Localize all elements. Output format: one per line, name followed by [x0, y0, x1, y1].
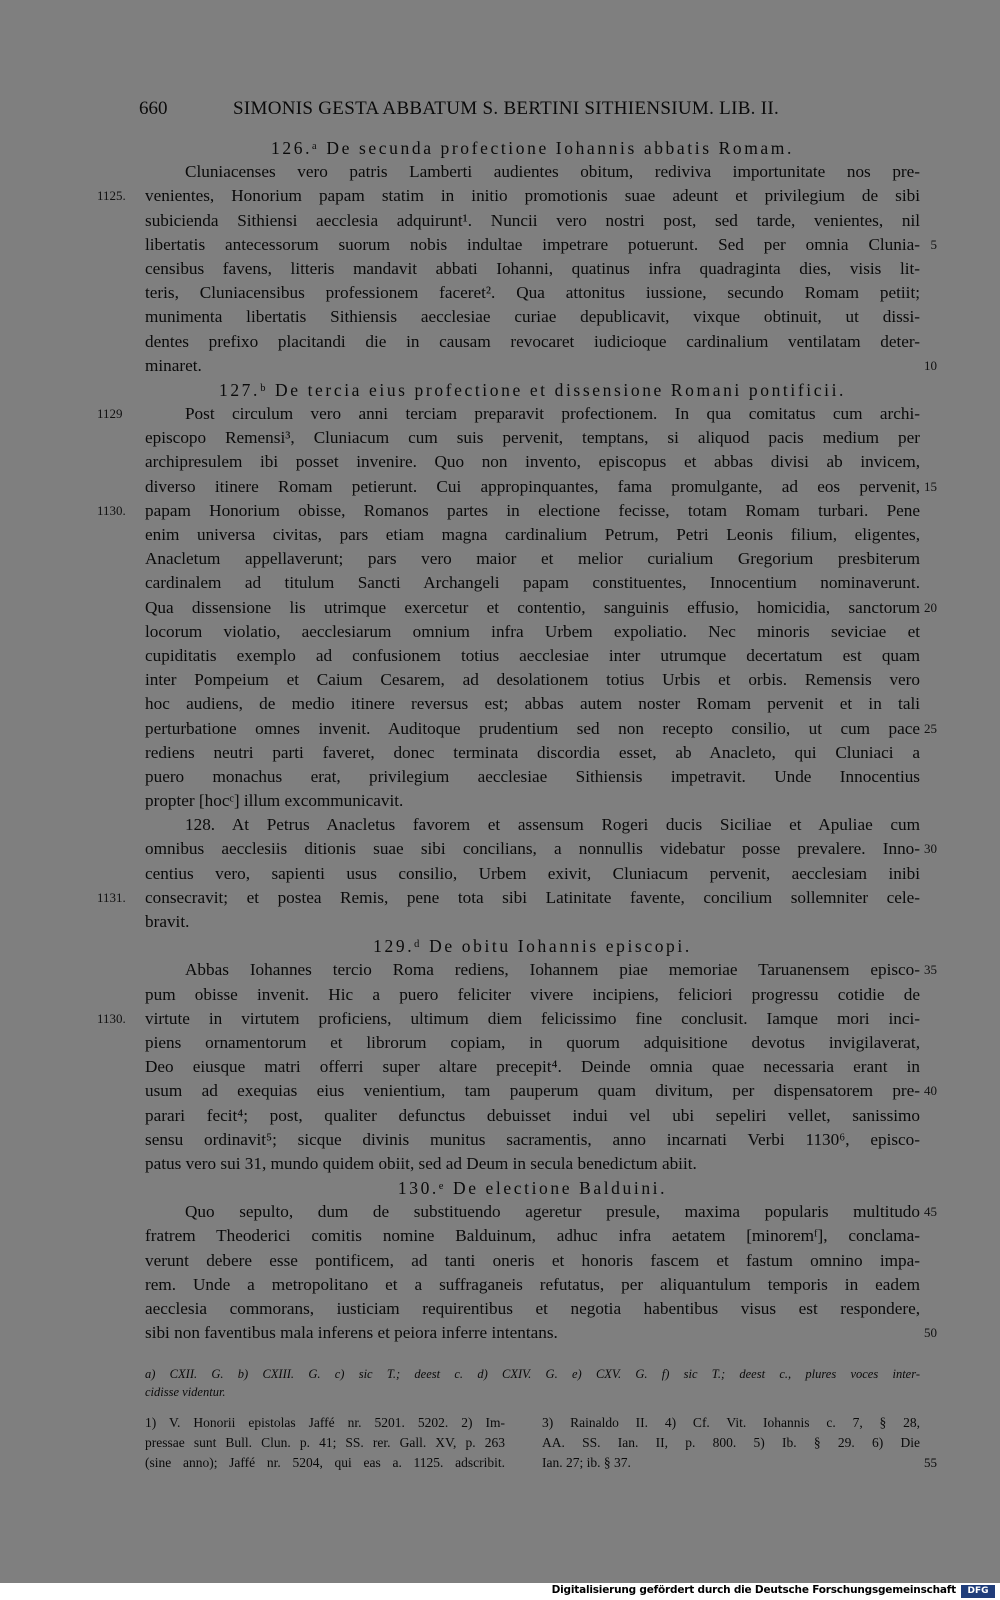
footnotes [145, 1413, 937, 1473]
text-line-content: teris, Cluniacensibus professionem faceret². Qua attonitus iussione, secundo Romam petiit; [145, 283, 920, 303]
margin-year: 1130. [97, 1010, 126, 1026]
text-line [145, 692, 920, 716]
text-line [145, 1031, 920, 1055]
margin-year: 1130. [97, 502, 126, 518]
text-line-content: Cluniacenses vero patris Lamberti audientes obitum, rediviva importunitate nos pre- [185, 162, 920, 182]
text-line [145, 644, 920, 668]
text-line [97, 184, 920, 208]
line-number: 20 [924, 599, 937, 615]
line-number: 10 [924, 357, 937, 373]
line-number: 50 [924, 1325, 937, 1341]
text-line-content: locorum violatio, aecclesiarum omnium infra Urbem expoliatio. Nec minoris seviciae et [145, 621, 920, 641]
text-line [145, 571, 920, 595]
footer-credit: Digitalisierung gefördert durch die Deutsche Forschungsgemeinschaft [551, 1584, 956, 1596]
text-line [145, 813, 920, 837]
text-line-content: Anacletum appellaverunt; pars vero maior et melior curialium Gregorium presbiterum [145, 549, 920, 569]
text-line-content: enim universa civitas, pars etiam magna cardinalium Petrum, Petri Leonis filium, eligentes, [145, 525, 920, 544]
text-line [145, 837, 937, 861]
text-line [145, 596, 937, 620]
section-heading [145, 934, 920, 958]
text-line-content: pum obisse invenit. Hic a puero feliciter vivere incipiens, feliciori progressu cotidie de [145, 984, 920, 1004]
line-number: 45 [924, 1204, 937, 1220]
text-line-content: venientes, Honorium papam statim in initio promotionis suae adeunt et privilegium de sibi [145, 186, 920, 206]
text-line [145, 1321, 937, 1345]
text-line [145, 450, 920, 474]
text-line [97, 499, 920, 523]
text-line [145, 547, 920, 571]
text-line [145, 862, 920, 886]
text-line-content: propter [hocᶜ] illum excommunicavit. [145, 791, 404, 811]
text-line-content: archipresulem ibi posset invenire. Quo non invento, episcopus et abbas divisi ab invicem, [145, 452, 920, 472]
line-number: 15 [924, 478, 937, 494]
text-line [145, 1152, 920, 1176]
text-line [145, 281, 920, 305]
text-line [145, 910, 920, 934]
text-line [145, 305, 920, 329]
text-line-content: inter Pompeium et Caium Cesarem, ad desolationem totius Urbis et orbis. Remensis vero [145, 670, 920, 690]
text-line [145, 1273, 920, 1297]
footnote-line: pressae sunt Bull. Clun. p. 41; SS. rer. Gall. XV, p. 263 [145, 1435, 505, 1450]
line-number: 40 [924, 1083, 937, 1099]
text-line-content: virtute in virtutem proficiens, ultimum diem felicissimo fine conclusit. Iamque mori inci- [145, 1008, 920, 1028]
section-heading-text: 127.ᵇ De tercia eius profectione et dissensione Romani pontificii. [218, 379, 847, 400]
text-line [145, 958, 937, 982]
footnote-line: Ian. 27; ib. § 37. [542, 1455, 631, 1470]
text-line-content: censibus favens, litteris mandavit abbati Iohanni, quatinus infra quadraginta dies, visis lit- [145, 258, 920, 278]
text-line [145, 1128, 920, 1152]
text-line [145, 717, 937, 741]
text-line-content: sibi non faventibus mala inferens et peiora inferre intentans. [145, 1323, 558, 1343]
text-line-content: usum ad exequias eius venientium, tam pauperum quam divitum, per dispensatorem pre- [145, 1081, 920, 1101]
text-line-content: omnibus aecclesiis ditionis suae sibi concilians, a nonnullis videbatur posse prevalere. Inno- [145, 839, 920, 859]
text-line [97, 402, 920, 426]
text-line [145, 620, 920, 644]
text-line-content: rem. Unde a metropolitano et a suffraganeis refutatus, per aliquantulum temporis in eadem [145, 1274, 920, 1294]
text-line [145, 475, 937, 499]
text-line-content: Deo eiusque matri offerri super altare precepit⁴. Deinde omnia quae necessaria erant in [145, 1057, 920, 1077]
text-line-content: centius vero, sapienti usus consilio, Urbem exivit, Cluniacum pervenit, aecclesiam inibi [145, 863, 920, 883]
page-header [0, 98, 1000, 124]
text-line [145, 1104, 920, 1128]
dfg-logo-icon: DFG [961, 1585, 995, 1598]
text-line-content: patus vero sui 31, mundo quidem obiit, sed ad Deum in secula benedictum abiit. [145, 1153, 697, 1173]
margin-year: 1125. [97, 188, 126, 204]
text-line [145, 789, 920, 813]
text-line [145, 1079, 937, 1103]
text-line [145, 1224, 920, 1248]
text-line-content: diverso itinere Romam petierunt. Cui appropinquantes, fama promulgante, ad eos pervenit, [145, 476, 920, 496]
digitization-footer [0, 1583, 1000, 1600]
critical-note-line: cidisse videntur. [145, 1385, 226, 1399]
text-line-content: minaret. [145, 355, 202, 375]
text-line [145, 983, 920, 1007]
text-line [145, 257, 920, 281]
line-number: 30 [924, 841, 937, 857]
footnote-line: AA. SS. Ian. II, p. 800. 5) Ib. § 29. 6) Die [542, 1435, 920, 1450]
text-line [145, 1297, 920, 1321]
section-heading [145, 136, 920, 160]
text-line [145, 668, 920, 692]
text-line [145, 330, 920, 354]
text-line-content: perturbatione omnes invenit. Auditoque prudentium sed non recepto consilio, ut cum pace [145, 718, 920, 738]
text-line-content: Abbas Iohannes tercio Roma rediens, Iohannem piae memoriae Taruanensem episco- [185, 960, 920, 980]
critical-apparatus [145, 1365, 920, 1401]
text-line-content: consecravit; et postea Remis, pene tota sibi Latinitate favente, concilium sollemniter cele- [145, 887, 920, 907]
footnote-line: 1) V. Honorii epistolas Jaffé nr. 5201. 5202. 2) Im- [145, 1415, 505, 1430]
text-line-content: cardinalem ad titulum Sancti Archangeli papam constituentes, Innocentium nominaverunt. [145, 573, 920, 593]
text-line-content: parari fecit⁴; post, qualiter defunctus debuisset indui vel ubi sepeliri vellet, sanissimo [145, 1105, 920, 1125]
line-number: 55 [924, 1455, 937, 1470]
text-line-content: cupiditatis exemplo ad confusionem totius aecclesiae inter utrumque decertatum est quam [145, 645, 920, 665]
text-line-content: libertatis antecessorum suorum nobis indultae impetrare potuerunt. Sed per omnia Clunia- [145, 234, 920, 254]
text-line-content: puero monachus erat, privilegium aecclesiae Sithiensis impetravit. Unde Innocentius [145, 766, 920, 786]
section-heading [145, 378, 920, 402]
text-line [145, 1055, 920, 1079]
text-line [145, 160, 920, 184]
text-line [97, 886, 920, 910]
text-line-content: sensu ordinavit⁵; sicque divinis munitus sacramentis, anno incarnati Verbi 1130⁶, episco- [145, 1129, 920, 1149]
page-number: 660 [139, 98, 168, 119]
text-line-content: hoc audiens, de medio itinere reversus est; abbas autem noster Romam pervenit et in tali [145, 694, 920, 714]
text-line [145, 233, 937, 257]
text-line-content: papam Honorium obisse, Romanos partes in electione fecisse, totam Romam turbari. Pene [145, 500, 920, 520]
text-line [145, 523, 920, 547]
text-line-content: dentes prefixo placitandi die in causam revocaret iudicioque cardinalium ventilatam deter- [145, 331, 920, 351]
text-line-content: aecclesia commorans, iusticiam requirentibus et negotia habentibus visus est respondere, [145, 1299, 920, 1318]
main-text-block [97, 136, 937, 1345]
text-line [145, 209, 920, 233]
footnote-line: 3) Rainaldo II. 4) Cf. Vit. Iohannis c. 7, § 28, [542, 1415, 920, 1430]
text-line-content: 128. At Petrus Anacletus favorem et assensum Rogeri ducis Siciliae et Apuliae cum [185, 815, 920, 835]
text-line-content: fratrem Theoderici comitis nomine Balduinum, adhuc infra aetatem [minoremᶠ], conclama- [145, 1226, 920, 1246]
text-line-content: bravit. [145, 912, 190, 931]
text-line [145, 741, 920, 765]
text-line [145, 1249, 920, 1273]
section-heading-text: 129.ᵈ De obitu Iohannis episcopi. [373, 936, 692, 957]
text-line [145, 426, 920, 450]
line-number: 25 [924, 720, 937, 736]
footnote-line: (sine anno); Jaffé nr. 5204, qui eas a. 1125. adscribit. [145, 1455, 505, 1470]
margin-year: 1129 [97, 406, 123, 422]
text-line-content: episcopo Remensi³, Cluniacum cum suis pervenit, temptans, si aliquod pacis medium per [145, 428, 920, 448]
section-heading-text: 130.ᵉ De electione Balduini. [397, 1178, 668, 1199]
critical-note-line: a) CXII. G. b) CXIII. G. c) sic T.; deest c. d) CXIV. G. e) CXV. G. f) sic T.; deest c., plures voces inter- [145, 1367, 920, 1381]
text-line-content: piens ornamentorum et librorum copiam, in quorum adquisitione devotus invigilaverat, [145, 1032, 920, 1052]
text-line-content: Post circulum vero anni terciam preparavit profectionem. In qua comitatus cum archi- [185, 404, 920, 424]
text-line-content: verunt debere esse pontificem, ad tanti oneris et honoris fascem et fastum omnino impa- [145, 1250, 920, 1270]
text-line [145, 1200, 937, 1224]
text-line-content: rediens neutri parti faveret, donec terminata discordia esset, ab Anacleto, qui Cluniaci a [145, 742, 920, 762]
section-heading [145, 1176, 920, 1200]
text-line-content: Qua dissensione lis utrimque exercetur et contentio, sanguinis effusio, homicidia, sanctorum [145, 597, 920, 617]
margin-year: 1131. [97, 889, 126, 905]
section-heading-text: 126.ᵃ De secunda profectione Iohannis abbatis Romam. [271, 138, 794, 158]
text-line [145, 765, 920, 789]
text-line-content: subicienda Sithiensi aecclesia adquirunt¹. Nuncii vero nostri post, sed tarde, venientes, nil [145, 210, 920, 230]
text-line-content: Quo sepulto, dum de substituendo ageretur presule, maxima popularis multitudo [185, 1202, 920, 1222]
line-number: 5 [930, 236, 937, 252]
line-number: 35 [924, 962, 937, 978]
text-line [145, 354, 937, 378]
text-line-content: munimenta libertatis Sithiensis aecclesiae curiae depublicavit, vixque obtinuit, ut dissi- [145, 307, 920, 327]
running-title: SIMONIS GESTA ABBATUM S. BERTINI SITHIENSIUM. LIB. II. [233, 98, 780, 119]
text-line [97, 1007, 920, 1031]
